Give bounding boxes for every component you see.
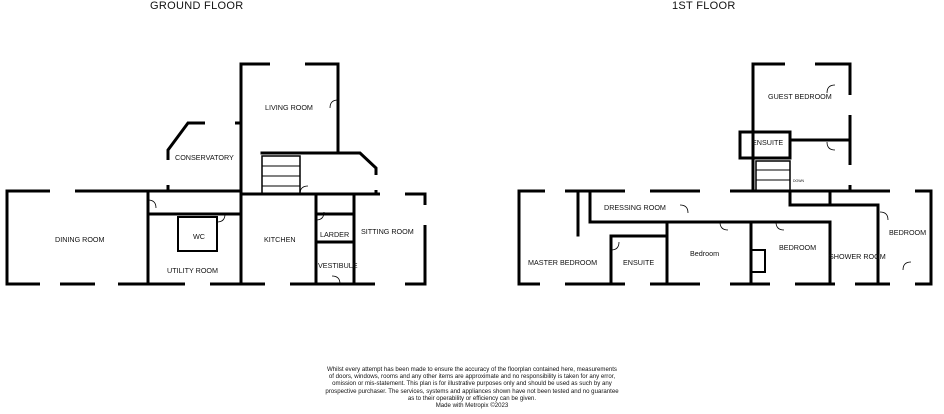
disclaimer-line: as to their operability or efficiency can be given. bbox=[407, 394, 537, 402]
door bbox=[680, 205, 688, 213]
room-label-vestibule: VESTIBULE bbox=[318, 261, 358, 270]
disclaimer-line: Whilst every attempt has been made to ensure the accuracy of the floorplan contained here, measurements bbox=[327, 366, 617, 373]
ground-windows bbox=[40, 64, 425, 284]
room-label-dining: DINING ROOM bbox=[55, 235, 105, 244]
room-label-bedroom-4: BEDROOM bbox=[889, 228, 927, 237]
disclaimer-line: omission or mis-statement. This plan is for illustrative purposes only and should be used as such by any bbox=[332, 380, 612, 388]
sitting-room-walls bbox=[354, 194, 425, 284]
room-label-wc: WC bbox=[193, 232, 205, 241]
room-label-ensuite-guest: ENSUITE bbox=[752, 138, 784, 147]
disclaimer bbox=[290, 366, 654, 409]
bedroom-3-cupboard bbox=[751, 250, 765, 272]
first-floor-stairs bbox=[756, 161, 790, 191]
door bbox=[827, 142, 835, 150]
room-label-bedroom-2: Bedroom bbox=[690, 249, 720, 258]
room-label-sitting: SITTING ROOM bbox=[361, 227, 414, 236]
room-label-living: LIVING ROOM bbox=[265, 103, 313, 112]
ground-floor-title: GROUND FLOOR bbox=[150, 0, 244, 12]
room-label-kitchen: KITCHEN bbox=[264, 235, 296, 244]
disclaimer-line: of doors, windows, rooms and any other items are approximate and no responsibility is taken for any error, bbox=[328, 373, 616, 381]
room-label-utility: UTILITY ROOM bbox=[167, 266, 218, 275]
room-label-ensuite-master: ENSUITE bbox=[623, 258, 655, 267]
first-windows bbox=[540, 64, 915, 284]
room-label-bedroom-3: BEDROOM bbox=[779, 243, 817, 252]
door bbox=[903, 262, 911, 270]
first-floor-plan bbox=[519, 64, 931, 284]
room-label-master-bedroom: MASTER BEDROOM bbox=[528, 258, 598, 267]
living-room-walls bbox=[241, 64, 338, 194]
first-floor-title: 1ST FLOOR bbox=[672, 0, 736, 12]
ground-stairs bbox=[262, 156, 300, 194]
room-label-shower: SHOWER ROOM bbox=[829, 252, 886, 261]
stair-down-label: DOWN bbox=[793, 179, 805, 183]
room-label-guest-bedroom: GUEST BEDROOM bbox=[768, 92, 832, 101]
room-labels bbox=[55, 92, 926, 275]
room-label-dressing: DRESSING ROOM bbox=[604, 203, 666, 212]
hall-bay-walls bbox=[338, 153, 376, 194]
ground-floor-plan bbox=[7, 64, 425, 284]
room-label-larder: LARDER bbox=[320, 230, 350, 239]
room-label-conservatory: CONSERVATORY bbox=[175, 153, 234, 162]
door bbox=[880, 212, 888, 220]
disclaimer-line: prospective purchaser. The services, systems and appliances shown have not been tested and no guarantee bbox=[325, 387, 619, 395]
metropix-credit: Made with Metropix ©2023 bbox=[435, 402, 509, 410]
guest-bedroom-walls bbox=[753, 64, 850, 191]
landing-box bbox=[790, 191, 830, 205]
